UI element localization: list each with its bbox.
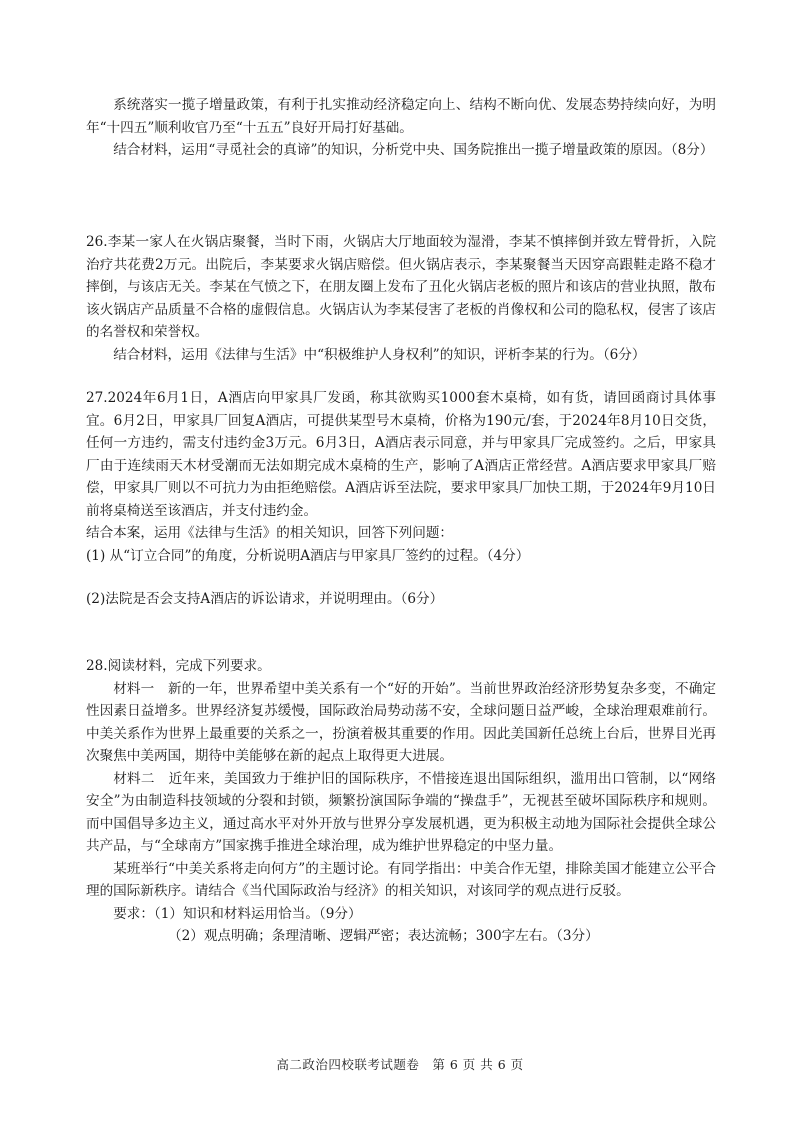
q26-prompt: 结合材料，运用《法律与生活》中“积极维护人身权利”的知识，评析李某的行为。（6分） xyxy=(113,346,646,363)
q28-heading: 28.阅读材料，完成下列要求。 xyxy=(86,658,271,674)
question-26 xyxy=(86,231,716,366)
q28-material-2: 材料二 近年来，美国致力于维护旧的国际秩序，不惜接连退出国际组织，滥用出口管制，以“网络安全”为由制造科技领域的分裂和封锁，频繁扮演国际争端的“操盘手”，无视甚至破坏国际秩序和规则。而中国倡导多边主义，通过高水平对外开放与世界分享发展机遇，更为积极主动地为国际社会提供全球公共产品，与“全球南方”国家携手推进全球治理，成为维护世界稳定的中坚力量。 xyxy=(86,770,716,854)
question-27 xyxy=(86,387,716,567)
q27-prompt: 结合本案，运用《法律与生活》的相关知识，回答下列问题： xyxy=(86,525,454,541)
q25-material-tail: 系统落实一揽子增量政策，有利于扎实推动经济稳定向上、结构不断向优、发展态势持续向好，为明年“十四五”顺利收官乃至“十五五”良好开局打好基础。 xyxy=(86,97,716,136)
q28-requirement-1: 要求：（1）知识和材料运用恰当。（9分） xyxy=(113,905,362,922)
q26-material: 26.李某一家人在火锅店聚餐，当时下雨，火锅店大厅地面较为湿滑，李某不慎摔倒并致左臂骨折，入院治疗共花费2万元。出院后，李某要求火锅店赔偿。但火锅店表示，李某聚餐当天因穿高跟鞋走路不稳才摔倒，与该店无关。李某在气愤之下，在朋友圈上发布了丑化火锅店老板的照片和该店的营业执照，散布该火锅店产品质量不合格的虚假信息。火锅店认为李某侵害了老板的肖像权和公司的隐私权，侵害了该店的名誉权和荣誉权。 xyxy=(86,234,716,340)
q25-prompt: 结合材料，运用“寻觅社会的真谛”的知识，分析党中央、国务院推出一揽子增量政策的原因。（8分） xyxy=(113,142,714,158)
q27-sub-question-1: (1) 从“订立合同”的角度，分析说明A酒店与甲家具厂签约的过程。（4分） xyxy=(86,547,530,564)
q27-material: 27.2024年6月1日，A酒店向甲家具厂发函，称其欲购买1000套木桌椅，如有货，请回函商讨具体事宜。6月2日，甲家具厂回复A酒店，可提供某型号木桌椅，价格为190元/套，于2024年8月10日交货，任何一方违约，需支付违约金3万元。6月3日，A酒店表示同意，并与甲家具厂完成签约。之后，甲家具厂由于连续雨天木材受潮而无法如期完成木桌椅的生产，影响了A酒店正常经营。A酒店要求甲家具厂赔偿，甲家具厂则以不可抗力为由拒绝赔偿。A酒店诉至法院，要求甲家具厂加快工期，于2024年9月10日前将桌椅送至该酒店，并支付违约金。 xyxy=(86,390,716,519)
q27-sub-question-2: (2)法院是否会支持A酒店的诉讼请求，并说明理由。（6分） xyxy=(86,591,444,607)
question-28 xyxy=(86,655,716,948)
page-footer: 高二政治四校联考试题卷 第 6 页 共 6 页 xyxy=(276,1057,524,1072)
q28-requirement-2: （2）观点明确；条理清晰、逻辑严密；表达流畅；300字左右。（3分） xyxy=(168,928,599,944)
question-25-continuation xyxy=(86,94,716,162)
q28-material-1: 材料一 新的一年，世界希望中美关系有一个“好的开始”。当前世界政治经济形势复杂多变，不确定性因素日益增多。世界经济复苏缓慢，国际政治局势动荡不安，全球问题日益严峻，全球治理艰难前行。中美关系作为世界上最重要的关系之一，扮演着极其重要的作用。因此美国新任总统上台后，世界目光再次聚焦中美两国，期待中美能够在新的起点上取得更大进展。 xyxy=(86,680,716,764)
q28-task: 某班举行“中美关系将走向何方”的主题讨论。有同学指出：中美合作无望，排除美国才能建立公平合理的国际新秩序。请结合《当代国际政治与经济》的相关知识，对该同学的观点进行反驳。 xyxy=(86,860,716,899)
q27-sub-question-2-block xyxy=(86,588,716,611)
